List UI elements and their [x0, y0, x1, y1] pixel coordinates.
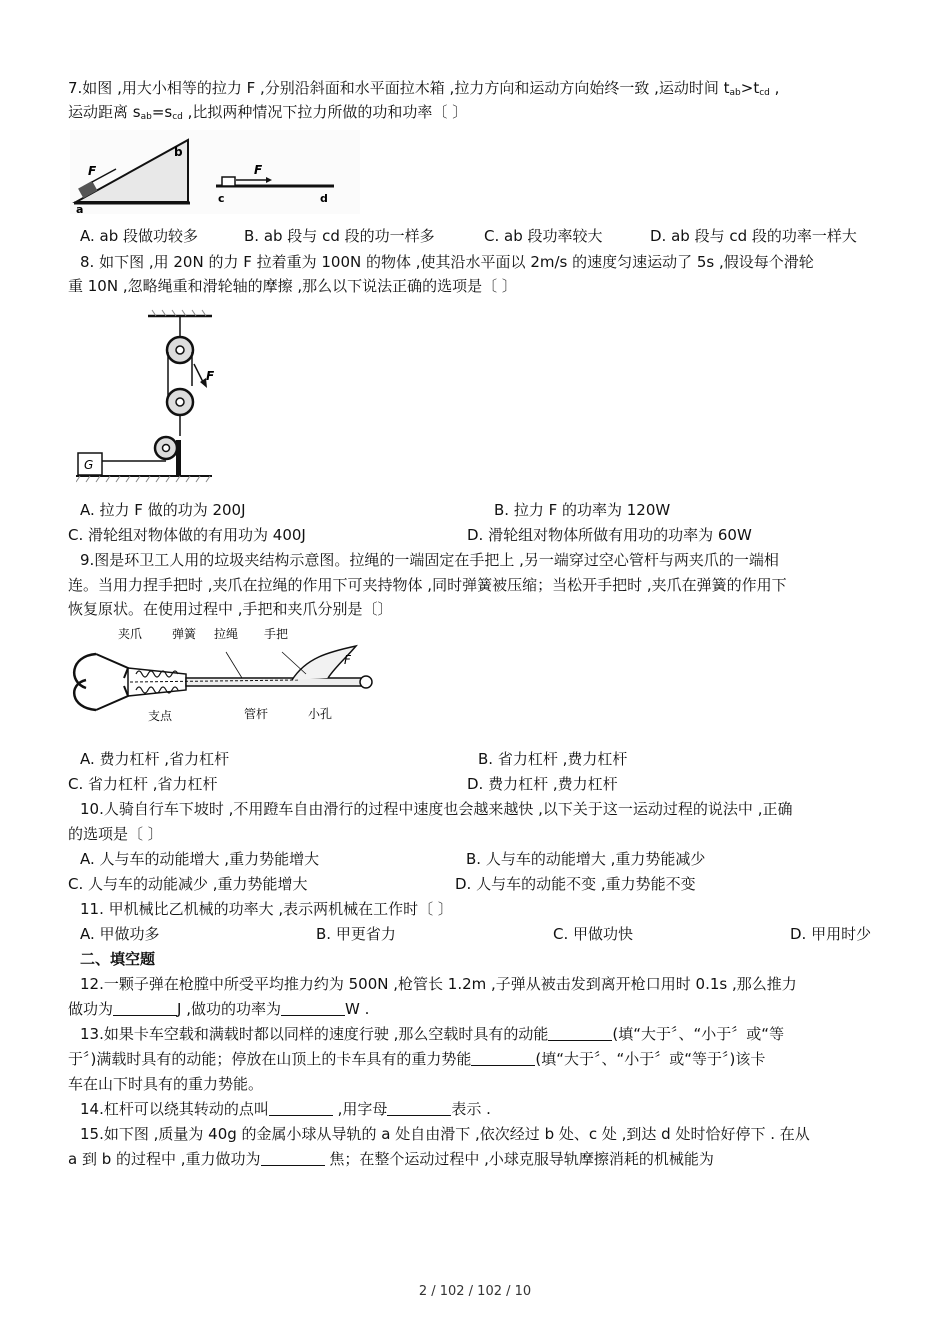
hole-label: 小孔 [308, 707, 333, 721]
incline-a-label: a [76, 203, 84, 214]
spring-label: 弹簧 [172, 627, 197, 641]
q9-option-c: C. 省力杠杆 ,省力杠杆 [68, 775, 218, 793]
q12-blank-work[interactable] [113, 1001, 177, 1016]
q8-option-b: B. 拉力 F 的功率为 120W [494, 501, 671, 519]
q9-line-2: 连。当用力捏手把时 ,夹爪在拉绳的作用下可夹持物体 ,同时弹簧被压缩；当松开手把时 ,夹爪在弹簧的作用下 [68, 576, 787, 594]
q13-line-3: 车在山下时具有的重力势能。 [68, 1075, 264, 1093]
incline-diagram [70, 130, 360, 214]
tube-rod [186, 678, 366, 686]
handle-label: 手把 [264, 627, 289, 641]
section-heading-fill-in: 二、填空题 [80, 950, 156, 968]
q8-option-a: A. 拉力 F 做的功为 200J [80, 501, 246, 519]
q9-option-d: D. 费力杠杆 ,费力杠杆 [467, 775, 618, 793]
q9-line-3: 恢复原状。在使用过程中 ,手把和夹爪分别是〔〕 [68, 600, 393, 618]
q9-grabber-figure [66, 622, 380, 742]
q7-option-b: B. ab 段与 cd 段的功一样多 [244, 227, 435, 245]
q7-option-a: A. ab 段做功较多 [80, 227, 199, 245]
weight-G-label: G [84, 458, 94, 472]
rope-label: 拉绳 [214, 627, 239, 641]
q11-option-b: B. 甲更省力 [316, 925, 396, 943]
q15-line-1: 15.如下图 ,质量为 40g 的金属小球从导轨的 a 处自由滑下 ,依次经过 b 处、c 处 ,到达 d 处时恰好停下 . 在从 [80, 1125, 810, 1143]
incline-F-label: F [88, 164, 97, 178]
level-F-label: F [254, 163, 263, 177]
q7-line-2: 运动距离 $s_{ab}=s_{cd}$ ,比拟两种情况下拉力所做的功和功率〔 〕 [68, 103, 468, 122]
q13-line-1: 13.如果卡车空载和满载时都以同样的速度行驶 ,那么空载时具有的动能 (填“大于〞、“小于〞或“等 [80, 1025, 785, 1043]
q8-pulley-figure [76, 308, 216, 484]
q10-line-2: 的选项是〔 〕 [68, 825, 163, 843]
q14-blank-fulcrum[interactable] [269, 1101, 333, 1116]
q8-option-d: D. 滑轮组对物体所做有用功的功率为 60W [467, 526, 752, 544]
q14-line-1: 14.杠杆可以绕其转动的点叫 ,用字母 表示 . [80, 1100, 491, 1118]
q9-option-a: A. 费力杠杆 ,省力杠杆 [80, 750, 230, 768]
small-hole [360, 676, 372, 688]
box-on-level [222, 177, 235, 186]
q12-line-2: 做功为 J ,做功的功率为 W . [68, 1000, 370, 1018]
q8-option-c: C. 滑轮组对物体做的有用功为 400J [68, 526, 306, 544]
q11-line-1: 11. 甲机械比乙机械的功率大 ,表示两机械在工作时〔 〕 [80, 900, 453, 918]
q9-line-1: 9.图是环卫工人用的垃圾夹结构示意图。拉绳的一端固定在手把上 ,另一端穿过空心管杆与两夹爪的一端相 [80, 551, 779, 569]
q12-line-1: 12.一颗子弹在枪膛中所受平均推力约为 500N ,枪管长 1.2m ,子弹从被击发到离开枪口用时 0.1s ,那么推力 [80, 975, 797, 993]
q10-option-a: A. 人与车的动能增大 ,重力势能增大 [80, 850, 320, 868]
q10-option-b: B. 人与车的动能增大 ,重力势能减少 [466, 850, 706, 868]
q15-line-2: a 到 b 的过程中 ,重力做功为 焦；在整个运动过程中 ,小球克服导轨摩擦消耗的机械能为 [68, 1150, 714, 1168]
q10-option-d: D. 人与车的动能不变 ,重力势能不变 [455, 875, 696, 893]
q12-blank-power[interactable] [281, 1001, 345, 1016]
q13-blank-potential[interactable] [471, 1051, 535, 1066]
q11-option-a: A. 甲做功多 [80, 925, 160, 943]
q7-option-d: D. ab 段与 cd 段的功率一样大 [650, 227, 857, 245]
pulley-F-label: F [206, 369, 215, 383]
q9-option-b: B. 省力杠杆 ,费力杠杆 [478, 750, 628, 768]
q11-option-d: D. 甲用时少 [790, 925, 872, 943]
q7-option-c: C. ab 段功率较大 [484, 227, 603, 245]
page-footer: 2 / 102 / 102 / 10 [418, 1284, 532, 1299]
grabber-F-label: F [344, 653, 351, 667]
q8-line-2: 重 10N ,忽略绳重和滑轮轴的摩擦 ,那么以下说法正确的选项是〔 〕 [68, 277, 517, 295]
q8-line-1: 8. 如下图 ,用 20N 的力 F 拉着重为 100N 的物体 ,使其沿水平面以 2m/s 的速度匀速运动了 5s ,假设每个滑轮 [80, 253, 814, 271]
q7-line-1: 7.如图 ,用大小相等的拉力 F ,分别沿斜面和水平面拉木箱 ,拉力方向和运动方向始终一致 ,运动时间 $t_{ab}>t_{cd}$ , [68, 79, 780, 98]
q11-option-c: C. 甲做功快 [553, 925, 634, 943]
incline-b-label: b [174, 145, 183, 159]
pivot-label: 支点 [148, 709, 173, 723]
q7-figure [70, 130, 360, 214]
q10-option-c: C. 人与车的动能减少 ,重力势能增大 [68, 875, 308, 893]
q13-line-2: 于〞)满载时具有的动能；停放在山顶上的卡车具有的重力势能 (填“大于〞、“小于〞或“等于〞)该卡 [68, 1050, 766, 1068]
level-c-label: c [218, 192, 225, 205]
tube-label: 管杆 [244, 707, 269, 721]
q14-blank-letter[interactable] [387, 1101, 451, 1116]
q15-blank-gravity-work[interactable] [261, 1151, 325, 1166]
q13-blank-kinetic[interactable] [548, 1026, 612, 1041]
level-d-label: d [320, 192, 328, 205]
q10-line-1: 10.人骑自行车下坡时 ,不用蹬车自由滑行的过程中速度也会越来越快 ,以下关于这一运动过程的说法中 ,正确 [80, 800, 793, 818]
claw-label: 夹爪 [118, 627, 143, 641]
